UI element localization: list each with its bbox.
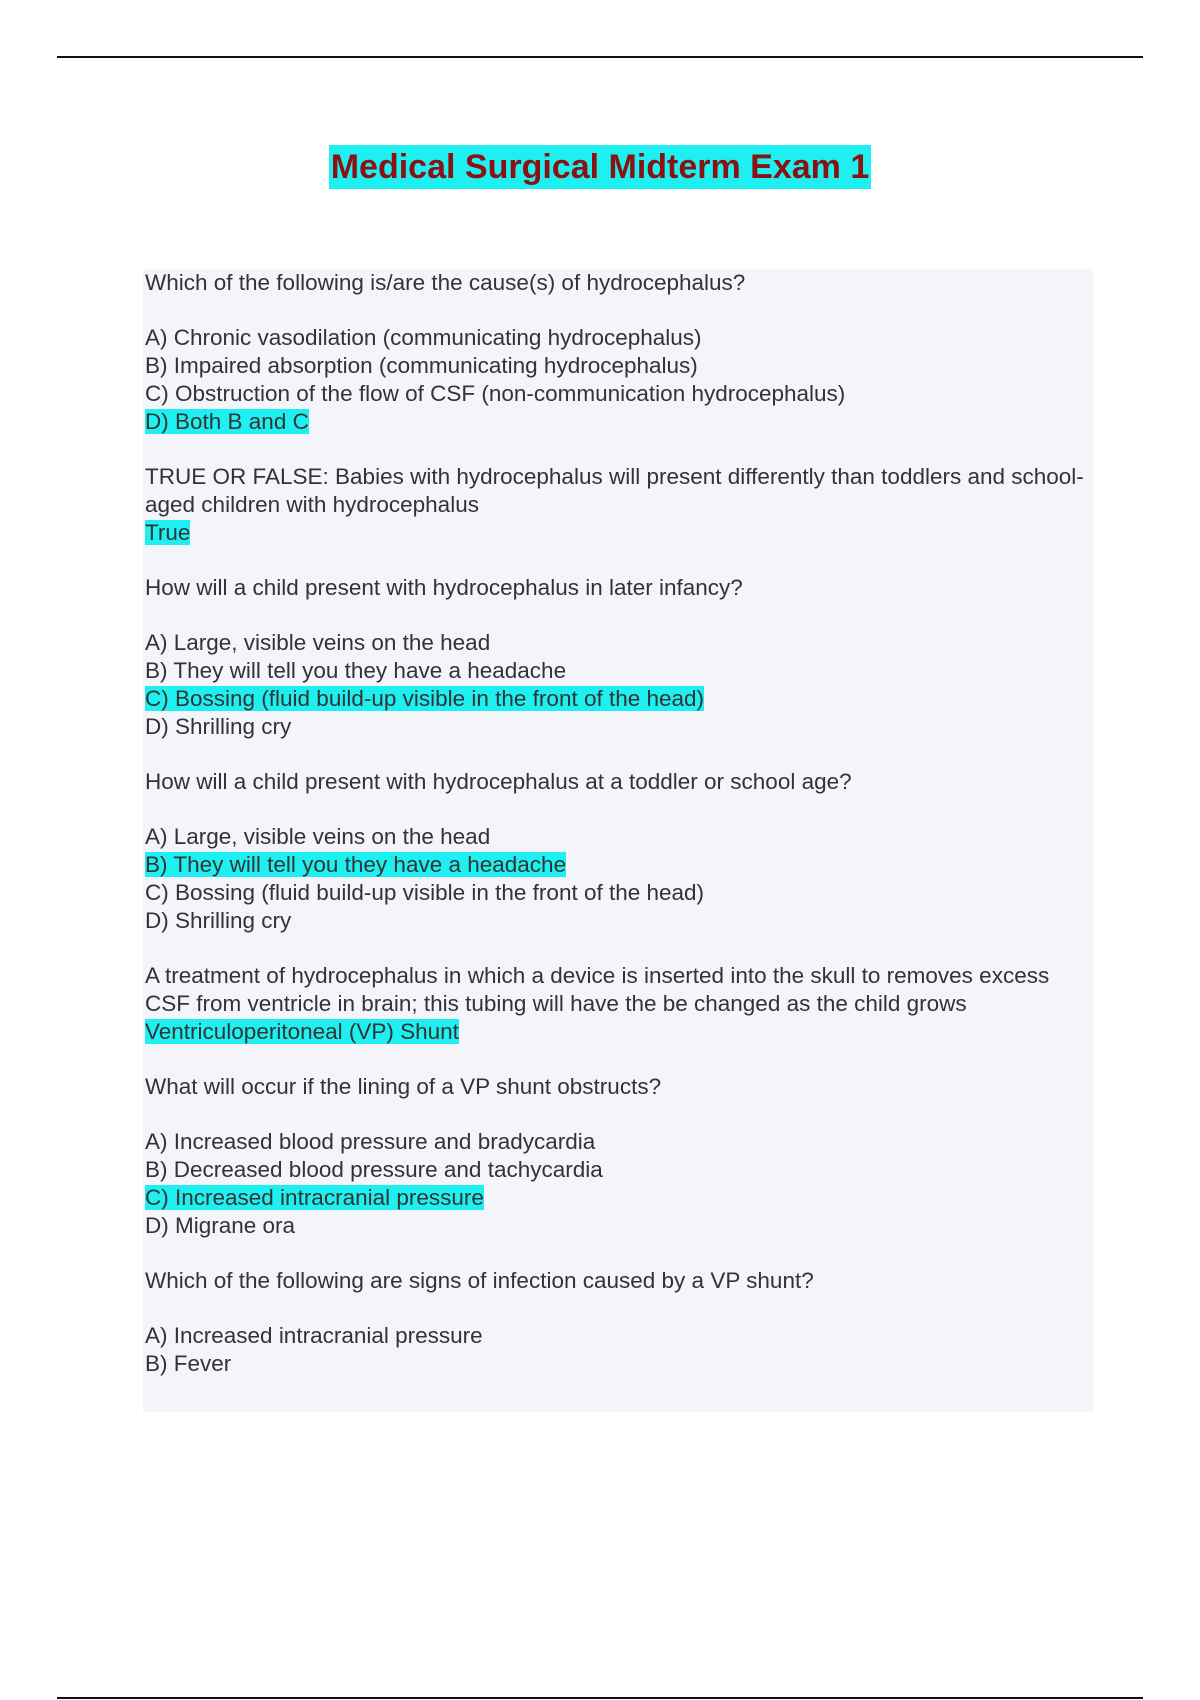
option-text: B) Decreased blood pressure and tachycardia bbox=[145, 1157, 603, 1182]
question-text: Which of the following is/are the cause(s) of hydrocephalus? bbox=[145, 270, 746, 295]
option-text: D) Shrilling cry bbox=[145, 908, 292, 933]
highlighted-answer: D) Both B and C bbox=[145, 409, 309, 434]
option-text: B) Impaired absorption (communicating hydrocephalus) bbox=[145, 353, 698, 378]
option-line bbox=[145, 1212, 1091, 1240]
question-text: How will a child present with hydrocephalus in later infancy? bbox=[145, 575, 743, 600]
option-line bbox=[145, 629, 1091, 657]
option-text: A) Increased intracranial pressure bbox=[145, 1323, 483, 1348]
question-block bbox=[145, 768, 1091, 935]
highlighted-answer: True bbox=[145, 520, 191, 545]
answer-line bbox=[145, 519, 1091, 547]
title-container bbox=[0, 145, 1200, 189]
question-text: Which of the following are signs of infection caused by a VP shunt? bbox=[145, 1268, 814, 1293]
option-line bbox=[145, 907, 1091, 935]
answer-line bbox=[145, 408, 1091, 436]
bottom-rule bbox=[57, 1697, 1143, 1699]
option-text: A) Increased blood pressure and bradycardia bbox=[145, 1129, 596, 1154]
option-text: C) Obstruction of the flow of CSF (non-communication hydrocephalus) bbox=[145, 381, 846, 406]
option-text: C) Bossing (fluid build-up visible in the front of the head) bbox=[145, 880, 705, 905]
question-block bbox=[145, 463, 1091, 547]
option-text: D) Shrilling cry bbox=[145, 714, 292, 739]
option-text: A) Large, visible veins on the head bbox=[145, 824, 491, 849]
option-line bbox=[145, 657, 1091, 685]
option-line bbox=[145, 1128, 1091, 1156]
highlighted-answer: Ventriculoperitoneal (VP) Shunt bbox=[145, 1019, 459, 1044]
option-line bbox=[145, 713, 1091, 741]
question-text: A treatment of hydrocephalus in which a device is inserted into the skull to removes excess CSF from ventricle in brain; this tubing will have the be changed as the child grows bbox=[145, 963, 1050, 1016]
answer-line bbox=[145, 685, 1091, 713]
question-block bbox=[145, 269, 1091, 436]
question-block bbox=[145, 574, 1091, 741]
question-text: TRUE OR FALSE: Babies with hydrocephalus will present differently than toddlers and school-aged children with hydrocephalus bbox=[145, 464, 1084, 517]
question-block bbox=[145, 962, 1091, 1046]
top-rule bbox=[57, 56, 1143, 58]
question-text: What will occur if the lining of a VP shunt obstructs? bbox=[145, 1074, 662, 1099]
option-line bbox=[145, 879, 1091, 907]
answer-line bbox=[145, 1184, 1091, 1212]
highlighted-answer: C) Increased intracranial pressure bbox=[145, 1185, 484, 1210]
option-line bbox=[145, 1156, 1091, 1184]
option-line bbox=[145, 324, 1091, 352]
answer-line bbox=[145, 1018, 1091, 1046]
option-text: A) Large, visible veins on the head bbox=[145, 630, 491, 655]
option-line bbox=[145, 1322, 1091, 1350]
option-line bbox=[145, 352, 1091, 380]
option-text: A) Chronic vasodilation (communicating hydrocephalus) bbox=[145, 325, 702, 350]
question-text: How will a child present with hydrocephalus at a toddler or school age? bbox=[145, 769, 852, 794]
document-title: Medical Surgical Midterm Exam 1 bbox=[329, 145, 872, 189]
option-text: B) They will tell you they have a headache bbox=[145, 658, 567, 683]
highlighted-answer: C) Bossing (fluid build-up visible in the front of the head) bbox=[145, 686, 705, 711]
question-block bbox=[145, 1267, 1091, 1378]
document-body bbox=[143, 269, 1093, 1412]
option-line bbox=[145, 823, 1091, 851]
option-line bbox=[145, 1350, 1091, 1378]
question-block bbox=[145, 1073, 1091, 1240]
option-text: D) Migrane ora bbox=[145, 1213, 296, 1238]
highlighted-answer: B) They will tell you they have a headache bbox=[145, 852, 567, 877]
option-line bbox=[145, 380, 1091, 408]
option-text: B) Fever bbox=[145, 1351, 232, 1376]
answer-line bbox=[145, 851, 1091, 879]
